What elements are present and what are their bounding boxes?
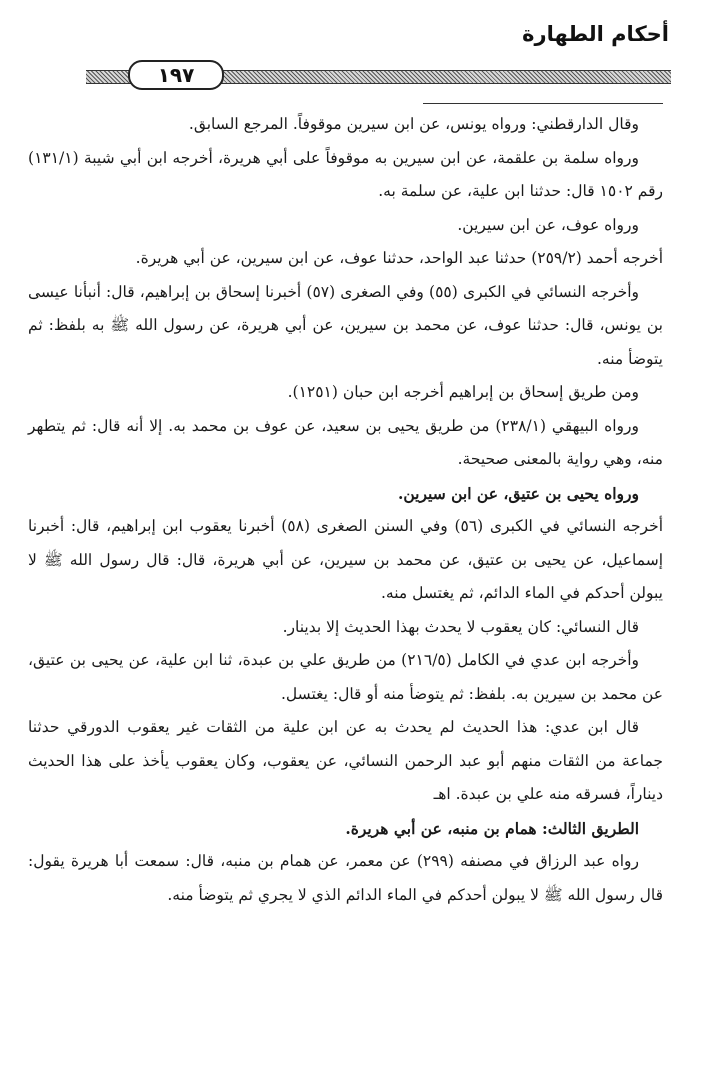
paragraph: ومن طريق إسحاق بن إبراهيم أخرجه ابن حبان (١٢٥١). [287,383,639,401]
section-heading: ورواه يحيى بن عتيق، عن ابن سيرين. [397,483,639,503]
paragraph: أخرجه أحمد (٢٥٩/٢) حدثنا عبد الواحد، حدثنا عوف، عن ابن سيرين، عن أبي هريرة. [135,249,663,267]
paragraph: ورواه سلمة بن علقمة، عن ابن سيرين به موقوفاً على أبي هريرة، أخرجه ابن أبي شيبة (١٣١/١) رقم ١٥٠٢ قال: حدثنا ابن علية، عن سلمة به. [28,148,663,200]
paragraph: قال ابن عدي: هذا الحديث لم يحدث به عن ابن علية من الثقات غير يعقوب الدورقي حدثنا جماعة من الثقات منهم أبو عبد الرحمن النسائي، عن يعقوب، وكان يعقوب يأخذ على هذا الحديث ديناراً، فسرقه منه علي بن عبدة. اهـ [28,718,663,803]
paragraph: ورواه عوف، عن ابن سيرين. [457,215,639,234]
paragraph: أخرجه النسائي في الكبرى (٥٦) وفي السنن الصغرى (٥٨) أخبرنا يعقوب ابن إبراهيم، قال: أخبرنا إسماعيل، عن يحيى بن عتيق، عن محمد بن سيرين، عن أبي هريرة، قال: قال رسول الله ﷺ لا يبولن أحدكم في الماء الدائم، ثم يغتسل منه. [28,517,663,602]
running-header-title: أحكام الطهارة [522,22,669,46]
paragraph: ورواه البيهقي (٢٣٨/١) من طريق يحيى بن سعيد، عن عوف بن محمد به. إلا أنه قال: ثم يتطهر منه، وهي رواية بالمعنى صحيحة. [28,416,663,468]
section-heading: الطريق الثالث: همام بن منبه، عن أبي هريرة. [345,818,639,838]
paragraph: وأخرجه النسائي في الكبرى (٥٥) وفي الصغرى (٥٧) أخبرنا إسحاق بن إبراهيم، قال: أنبأنا عيسى بن يونس، قال: حدثنا عوف، عن محمد بن سيرين، عن أبي هريرة، عن رسول الله ﷺ به بلفظ: ثم يتوضأ منه. [28,282,663,368]
body-text [28,108,663,912]
paragraph: وقال الدارقطني: ورواه يونس، عن ابن سيرين موقوفاً. المرجع السابق. [188,115,639,133]
paragraph: قال النسائي: كان يعقوب لا يحدث بهذا الحديث إلا بدينار. [282,617,639,636]
paragraph: رواه عبد الرزاق في مصنفه (٢٩٩) عن معمر، عن همام بن منبه، قال: سمعت أبا هريرة يقول: قال رسول الله ﷺ لا يبولن أحدكم في الماء الدائم الذي لا يجري ثم يتوضأ منه. [28,852,663,904]
footnote-separator-rule [423,103,663,104]
paragraph: وأخرجه ابن عدي في الكامل (٢١٦/٥) من طريق علي بن عبدة، ثنا ابن علية، عن يحيى بن عتيق، عن محمد بن سيرين به. بلفظ: ثم يتوضأ منه أو قال: يغتسل. [28,651,663,703]
page-number: ١٩٧ [128,60,224,90]
